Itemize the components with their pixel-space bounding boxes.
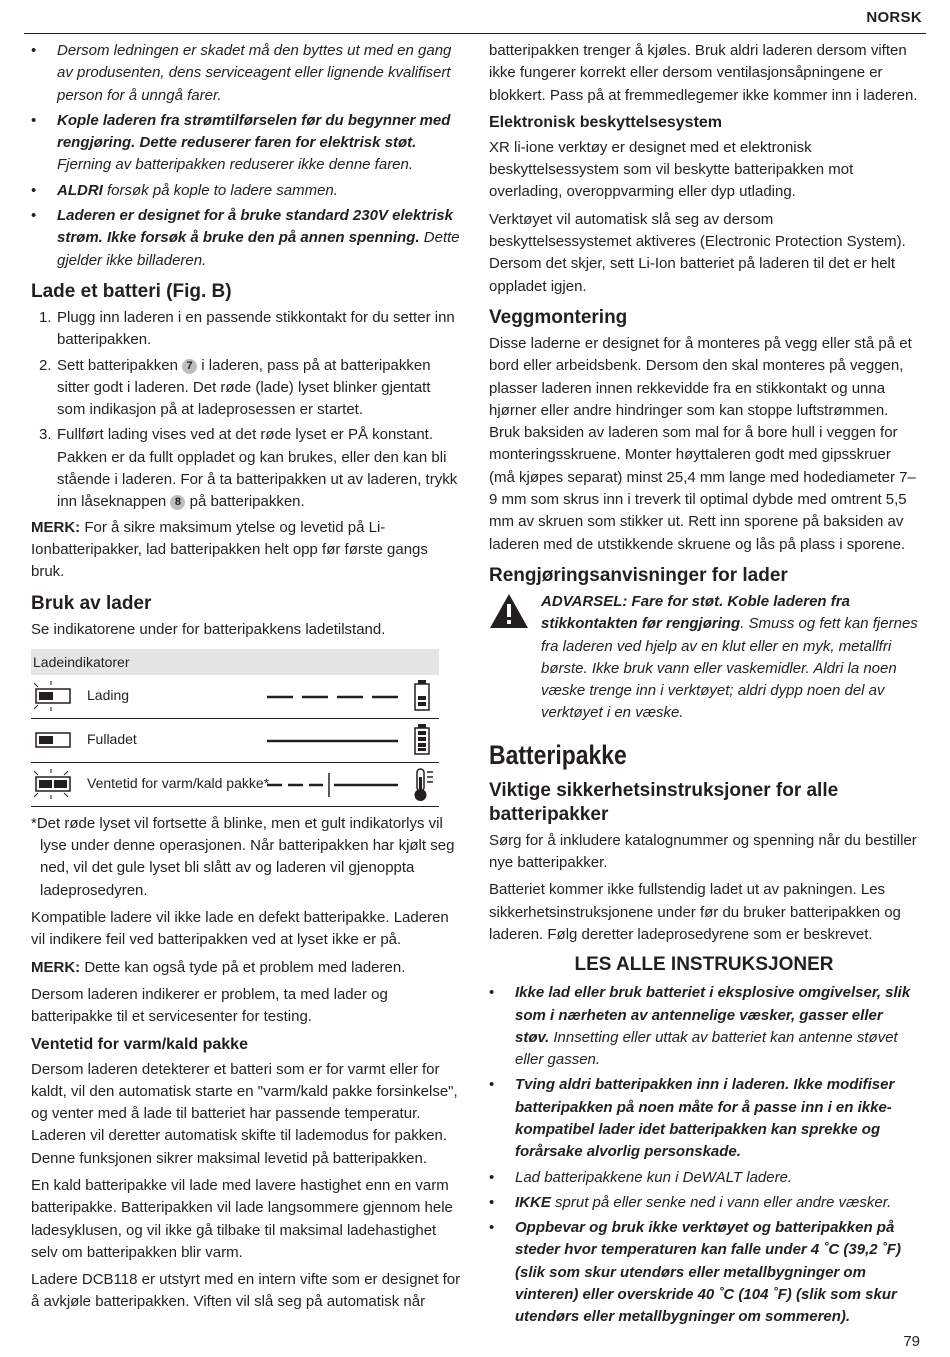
section-heading: Viktige sikkerhetsinstruksjoner for alle batteripakker	[489, 779, 839, 825]
table-row	[31, 675, 439, 719]
paragraph: Verktøyet vil automatisk slå seg av dersom beskyttelsessystemet aktiveres (Electronic Protection System). Dersom det skjer, sett Li-Ion batteriet på laderen til det er helt oppladet igjen.	[489, 210, 906, 295]
list-item: • ALDRI forsøk på kople to ladere sammen.	[31, 181, 338, 199]
paragraph: En kald batteripakke vil lade med lavere hastighet enn en varm batteripakke. Batteripakken vil lade langsommere gjennom hele ladesyklusen, og vil ikke gå tilbake til maksimal ladehastighet selv om batteripakken blir varm.	[31, 1176, 453, 1261]
paragraph: Disse laderne er designet for å monteres på vegg eller stå på et bord eller arbeidsbenk. Dersom den skal monteres på veggen, plasser laderen innen rekkevidde fra en stikkontakt og unna hjørner eller andre hindringer som kan stoppe luftstrømmen. Bruk baksiden av laderen som mal for å bore hull i veggen for monteringsskruene. Monter høyttaleren godt med gipsskruer (må kjøpes separat) minst 25,4 mm lange med hodediameter 7–9 mm som skrus inn i treverk til optimal dybde med omtrent 5,5 mm av skruen som stikker ut. Rett inn sporene på baksiden av laderen med de utstikkende skruene og lås på plass i sporene.	[489, 334, 916, 553]
paragraph: Kompatible ladere vil ikke lade en defekt batteripakke. Laderen vil indikere feil ved batteripakken ved at lyset ikke er på.	[31, 909, 449, 949]
left-column	[31, 40, 461, 1319]
footnote: *Det røde lyset vil fortsette å blinke, men et gult indikatorlys vil lyse under denne operasjonen. Når batteripakken har kjølt seg ned, vil det gule lyset bli slått av og laderen vil gjenoppta ladeprosedyren.	[31, 814, 455, 899]
indicator-label: Ventetid for varm/kald pakke*	[87, 774, 270, 791]
table-header: Ladeindikatorer	[31, 649, 439, 675]
warning-triangle-icon	[489, 593, 529, 629]
list-item: • Kople laderen fra strømtilførselen før du begynner med rengjøring. Dette reduserer faren for elektrisk støt. Fjerning av batteripakken reduserer ikke denne faren.	[31, 111, 451, 174]
step-item: 1. Plugg inn laderen i en passende stikkontakt for du setter inn batteripakken.	[39, 308, 455, 349]
paragraph: Dersom laderen detekterer et batteri som er for varmt eller for kaldt, vil den automatisk starte en "varm/kald pakke forsinkelse", og venter med å lade til batteriet har passende temperatur. Laderen vil deretter automatisk skifte til lademodus for pakken. Denne funksjonen sikrer maksimal levetid på batteripakken.	[31, 1060, 458, 1167]
warning-block: ADVARSEL: Fare for støt. Koble laderen fra stikkontakten før rengjøring. Smuss og fett kan fjernes fra laderen ved hjelp av en klut eller en myk, metallfri børste. Ikke bruk vann eller vaskemidler. Aldri la noen væske trenge inn i verktøyet; aldri dypp noen del av verktøyet i en væske.	[489, 591, 919, 725]
step-item: 2. Sett batteripakken 7 i laderen, pass på at batteripakken sitter godt i laderen. Det røde (lade) lyset blinker gjentatt som indikasjon på at ladeprosessen er startet.	[39, 356, 431, 419]
section-heading: Bruk av lader	[31, 592, 152, 614]
list-item: • Laderen er designet for å bruke standard 230V elektrisk strøm. Ikke forsøk å bruke den på annen spenning. Dette gjelder ikke billaderen.	[31, 207, 460, 269]
indicator-label: Fulladet	[87, 730, 137, 747]
section-heading: Veggmontering	[489, 306, 628, 328]
subsection-heading: Elektronisk beskyttelsesystem	[489, 113, 723, 131]
callout-number: 7	[182, 359, 197, 374]
table-row	[31, 763, 439, 807]
instruction-heading: LES ALLE INSTRUKSJONER	[574, 954, 834, 976]
table-row	[31, 719, 439, 763]
step-item: 3. Fullført lading vises ved at det røde lyset er PÅ konstant. Pakken er da fullt oppladet og kan brukes, eller den kan bli stående i laderen. For å ta batteripakken ut av laderen, trykk inn låseknappen 8 på batteripakken.	[39, 426, 458, 511]
paragraph: Dersom laderen indikerer er problem, ta med lader og batteripakke til et servicesenter for testing.	[31, 985, 388, 1026]
list-item: • IKKE sprut på eller senke ned i vann eller andre væsker.	[489, 1193, 892, 1211]
note: MERK: For å sikre maksimum ytelse og levetid på Li-Ionbatteripakker, lad batteripakken helt opp før første gangs bruk.	[31, 518, 428, 581]
indicator-label: Lading	[87, 686, 130, 703]
language-label: NORSK	[866, 9, 922, 26]
list-item: • Ikke lad eller bruk batteriet i eksplosive omgivelser, slik som i nærheten av antennelige væsker, gasser eller støv. Innsetting eller uttak av batteriet kan antenne støvet eller gassen.	[489, 984, 911, 1069]
paragraph: XR li-ione verktøy er designet med et elektronisk beskyttelsessystem som vil beskytte batteripakken mot overlading, overoppvarming eller dyp utlading.	[489, 138, 854, 201]
paragraph: Batteriet kommer ikke fullstendig ladet ut av pakningen. Les sikkerhetsinstruksjonene under før du bruker batteripakken og laderen. Følg deretter ladeprosedyrene som er beskrevet.	[489, 881, 901, 943]
subsection-heading: Ventetid for varm/kald pakke	[31, 1035, 248, 1053]
header-rule	[24, 33, 926, 34]
section-heading: Rengjøringsanvisninger for lader	[489, 564, 788, 586]
right-column	[489, 40, 919, 1332]
list-item: • Lad batteripakkene kun i DeWALT ladere.	[489, 1168, 793, 1186]
paragraph: Sørg for å inkludere katalognummer og spenning når du bestiller nye batteripakker.	[489, 831, 917, 872]
callout-number: 8	[170, 495, 185, 510]
note: MERK: Dette kan også tyde på et problem med laderen.	[31, 958, 406, 976]
page-number: 79	[903, 1333, 920, 1350]
section-heading: Lade et batteri (Fig. B)	[31, 280, 232, 302]
list-item: • Oppbevar og bruk ikke verktøyet og batteripakken på steder hvor temperaturen kan falle under 4 ˚C (39,2 ˚F) (slik som skur utendørs eller metallbygninger om vinteren) eller overskride 40 ˚C (104 ˚F) (slik som skur utendørs eller metallbygninger om sommeren).	[489, 1219, 901, 1326]
indicator-table	[31, 649, 439, 807]
chapter-title: Batteripakke	[489, 739, 627, 770]
thermometer-icon	[415, 769, 434, 801]
list-item: • Tving aldri batteripakken inn i laderen. Ikke modifiser batteripakken på noen måte for å passe inn i en ikke-kompatibel lader idet batteripakken kan sprekke og forårsake alvorlig personskade.	[489, 1076, 895, 1161]
paragraph: batteripakken trenger å kjøles. Bruk aldri laderen dersom viften ikke fungerer korrekt eller dersom ventilasjonsåpningene er blokkert. Pass på at fremmedlegemer ikke kommer inn i laderen.	[489, 42, 918, 104]
paragraph: Se indikatorene under for batteripakkens ladetilstand.	[31, 620, 386, 638]
list-item: • Dersom ledningen er skadet må den byttes ut med en gang av produsenten, dens serviceagent eller lignende kvalifisert person for å unngå farer.	[31, 42, 452, 104]
paragraph: Ladere DCB118 er utstyrt med en intern vifte som er designet for å avkjøle batteripakken. Viften vil slå seg på automatisk når	[31, 1271, 461, 1311]
